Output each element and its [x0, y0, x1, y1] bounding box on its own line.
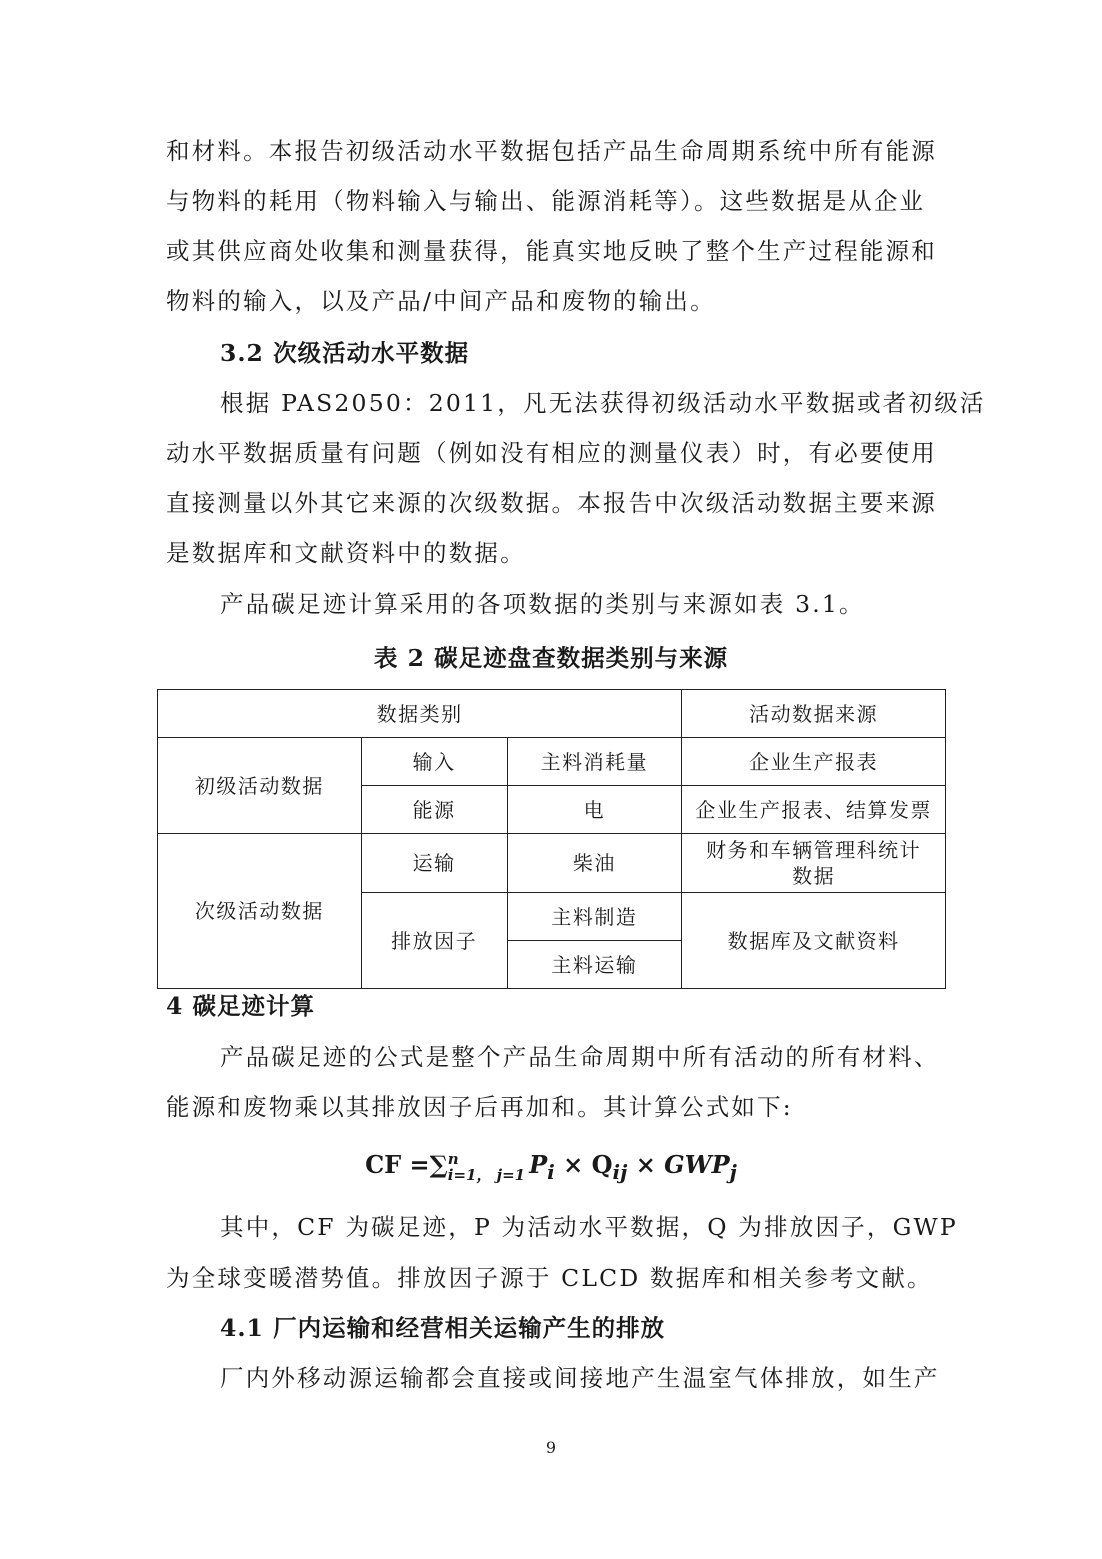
body-text-line: 动水平数据质量有问题（例如没有相应的测量仪表）时，有必要使用: [166, 439, 937, 467]
table-cell: 主料制造: [507, 893, 682, 941]
formula-p: P: [529, 1150, 548, 1179]
primary-activity-label: 初级活动数据: [158, 738, 362, 834]
body-text-line: 或其供应商处收集和测量获得，能真实地反映了整个生产过程能源和: [166, 237, 937, 265]
page-number: 9: [545, 1438, 557, 1457]
sum-lower-limit: i=1， j=1: [447, 1165, 526, 1184]
formula-q-sub: ij: [612, 1159, 628, 1184]
table-cell: 运输: [361, 834, 507, 893]
table-caption: 表 2 碳足迹盘查数据类别与来源: [373, 644, 729, 672]
formula-gwp-sub: j: [729, 1159, 737, 1184]
formula-p-sub: i: [547, 1159, 555, 1184]
sum-upper-limit: n: [447, 1149, 459, 1168]
table-cell: 输入: [361, 738, 507, 786]
body-text-line: 和材料。本报告初级活动水平数据包括产品生命周期系统中所有能源: [166, 137, 937, 165]
section-heading-4-1: 4.1 厂内运输和经营相关运输产生的排放: [220, 1314, 666, 1342]
secondary-activity-label: 次级活动数据: [158, 834, 362, 989]
table-cell: 企业生产报表: [682, 738, 946, 786]
body-text-line: 产品碳足迹计算采用的各项数据的类别与来源如表 3.1。: [220, 590, 865, 618]
table-cell: 企业生产报表、结算发票: [682, 786, 946, 834]
table-cell: 数据库及文献资料: [682, 893, 946, 989]
table-cell: 电: [507, 786, 682, 834]
body-text-line: 厂内外移动源运输都会直接或间接地产生温室气体排放，如生产: [220, 1364, 940, 1392]
body-text-line: 与物料的耗用（物料输入与输出、能源消耗等）。这些数据是从企业: [166, 187, 926, 215]
body-text-line: 为全球变暖潜势值。排放因子源于 CLCD 数据库和相关参考文献。: [166, 1264, 933, 1292]
source-line: 数据: [792, 864, 836, 888]
formula-q: Q: [591, 1150, 613, 1179]
data-source-table: [157, 689, 946, 989]
table-cell: 排放因子: [361, 893, 507, 989]
sigma-symbol: ∑: [429, 1150, 448, 1179]
header-data-category: 数据类别: [158, 690, 682, 738]
source-line: 财务和车辆管理科统计: [706, 838, 922, 862]
body-text-line: 直接测量以外其它来源的次级数据。本报告中次级活动数据主要来源: [166, 489, 937, 517]
header-activity-source: 活动数据来源: [682, 690, 946, 738]
formula-gwp: GWP: [664, 1150, 730, 1179]
table-cell: 柴油: [507, 834, 682, 893]
body-text-line: 产品碳足迹的公式是整个产品生命周期中所有活动的所有材料、: [220, 1043, 940, 1071]
times-symbol: ×: [563, 1150, 584, 1179]
body-text-line: 其中，CF 为碳足迹，P 为活动水平数据，Q 为排放因子，GWP: [220, 1213, 958, 1241]
section-heading-4: 4 碳足迹计算: [166, 992, 316, 1020]
table-cell: 主料消耗量: [507, 738, 682, 786]
carbon-footprint-formula: [0, 1150, 1102, 1184]
formula-lhs: CF =: [365, 1150, 430, 1179]
body-text-line: 能源和废物乘以其排放因子后再加和。其计算公式如下:: [166, 1093, 793, 1121]
body-text-line: 根据 PAS2050：2011，凡无法获得初级活动水平数据或者初级活: [220, 389, 986, 417]
table-cell: 能源: [361, 786, 507, 834]
table-cell: 主料运输: [507, 941, 682, 989]
times-symbol: ×: [635, 1150, 656, 1179]
section-heading-3-2: 3.2 次级活动水平数据: [220, 339, 470, 367]
body-text-line: 是数据库和文献资料中的数据。: [166, 539, 526, 567]
body-text-line: 物料的输入，以及产品/中间产品和废物的输出。: [166, 287, 716, 315]
table-cell: [682, 834, 946, 893]
